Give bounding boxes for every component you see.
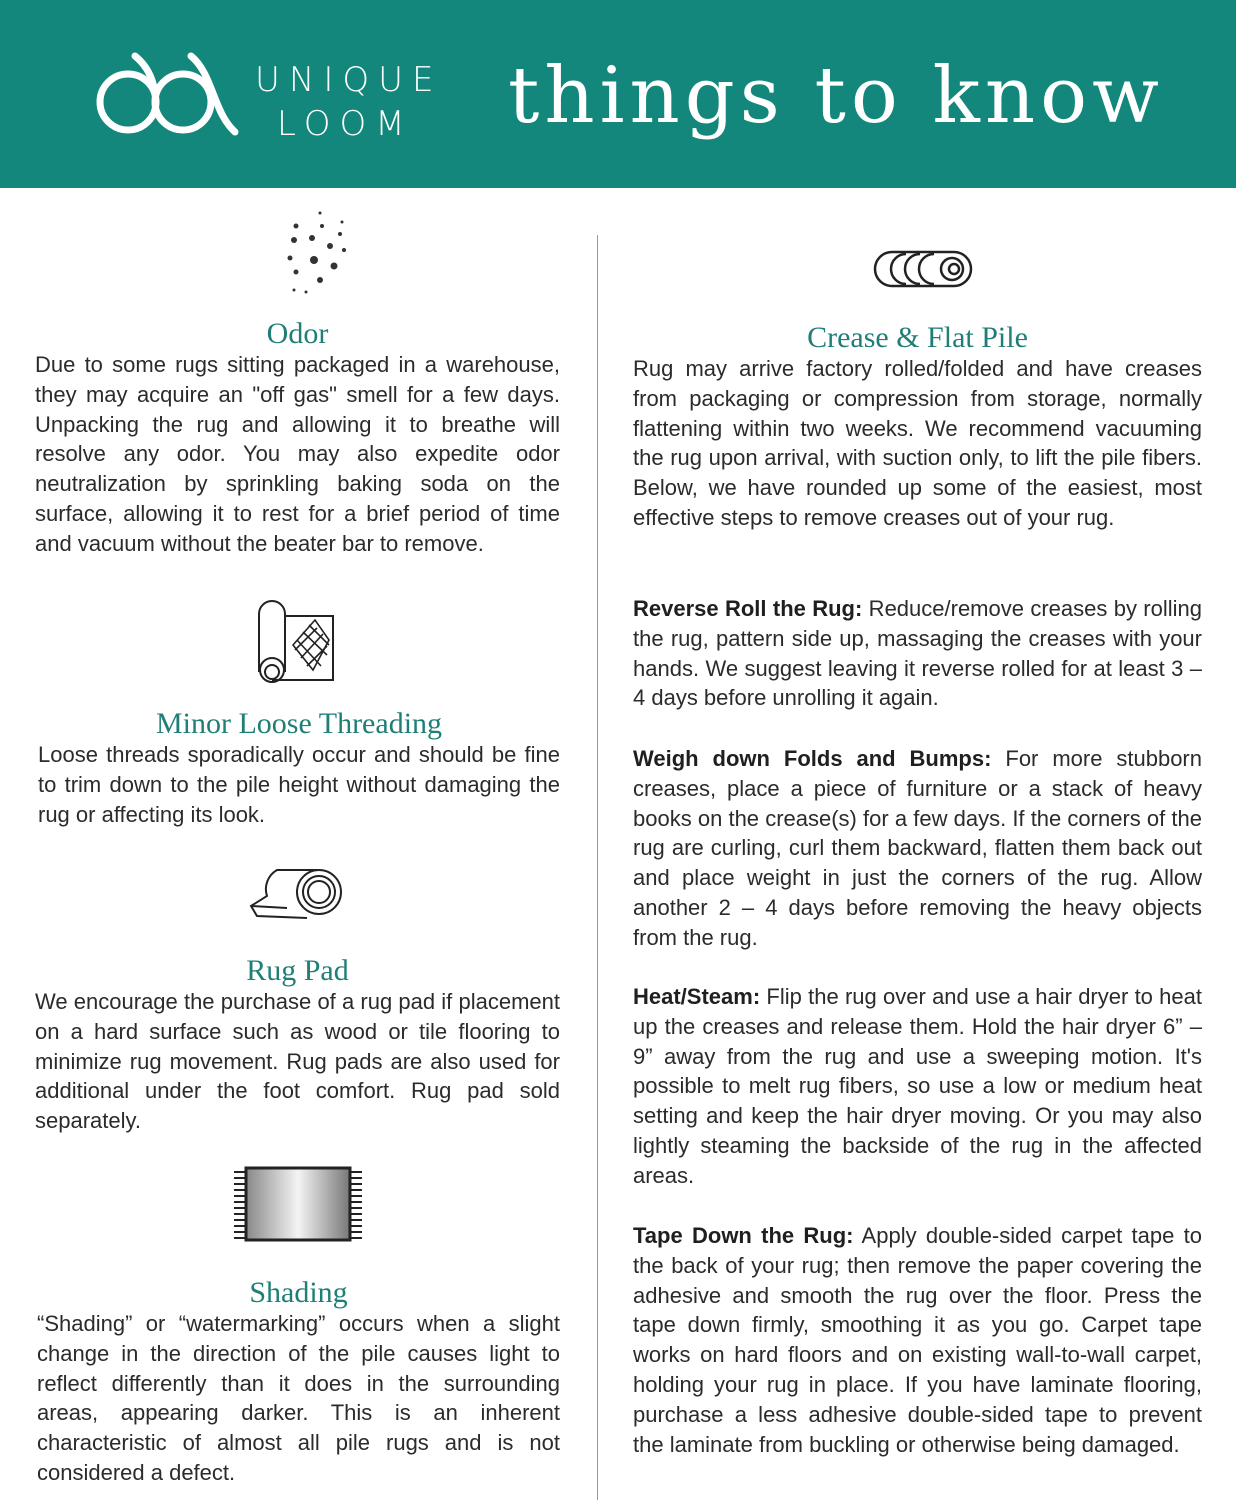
tip-label: Weigh down Folds and Bumps: <box>633 746 992 771</box>
tip-text: Reduce/remove creases by rolling the rug, pattern side up, massaging the creases with your hands. We suggest leaving it reverse rolled for at least 3 – 4 days before unrolling it again. <box>633 596 1202 711</box>
tip-text: Apply double-sided carpet tape to the back of your rug; then remove the paper covering the adhesive and smooth the rug over the floor. Press the tape down firmly, smoothing it as you go. Carpet tape works on hard floors and on existing wall-to-wall carpet, holding your rug in place. If you have laminate flooring, purchase a less adhesive double-sided tape to prevent the laminate from buckling or otherwise being damaged. <box>633 1223 1202 1457</box>
shading-section <box>37 1277 560 1488</box>
crease-body: Rug may arrive factory rolled/folded and have creases from packaging or compression from storage, normally flattening within two weeks. We recommend vacuuming the rug upon arrival, with suction only, to lift the pile fibers. Below, we have rounded up some of the easiest, most effective steps to remove creases out of your rug. <box>633 356 1202 530</box>
odor-section <box>35 318 560 559</box>
shading-heading: Shading <box>249 1276 348 1309</box>
rug-pad-section <box>35 955 560 1136</box>
page-title: things to know <box>508 51 1164 141</box>
tip-label: Heat/Steam: <box>633 984 761 1009</box>
tip-text: For more stubborn creases, place a piece of furniture or a stack of heavy books on the crease(s) for a few days. If the corners of the rug are curling, curl them backward, flatten them back out and place weight in just the corners of the rug. Allow another 2 – 4 days before removing the heavy objects from the rug. <box>633 746 1202 950</box>
brand-line-2: LOOM <box>277 104 414 144</box>
header-banner <box>0 0 1236 188</box>
rug-pad-roll-icon <box>247 864 347 924</box>
tip-label: Reverse Roll the Rug: <box>633 596 863 621</box>
rolled-rug-icon <box>872 248 974 290</box>
odor-body: Due to some rugs sitting packaged in a warehouse, they may acquire an "off gas" smell for a few days. Unpacking the rug and allowing it to breathe will resolve any odor. You may also expedite odor neutralization by sprinkling baking soda on the surface, allowing it to rest for a brief period of time and vacuum without the beater bar to remove. <box>35 352 560 556</box>
rolled-rug-mesh-icon <box>255 600 337 686</box>
rug-pad-body: We encourage the purchase of a rug pad if placement on a hard surface such as wood or tile flooring to minimize rug movement. Rug pads are also used for additional under the foot comfort. Rug pad sold separately. <box>35 989 560 1134</box>
tip-heat-steam <box>633 982 1202 1191</box>
tip-weigh-down <box>633 744 1202 953</box>
crease-heading: Crease & Flat Pile <box>807 321 1028 354</box>
threading-body: Loose threads sporadically occur and should be fine to trim down to the pile height without damaging the rug or affecting its look. <box>38 742 560 827</box>
threading-heading: Minor Loose Threading <box>155 707 443 740</box>
tip-tape-down <box>633 1221 1202 1459</box>
fringed-rug-icon <box>234 1166 362 1242</box>
tip-reverse-roll <box>633 594 1202 713</box>
brand-name <box>255 58 442 146</box>
tip-text: Flip the rug over and use a hair dryer to heat up the creases and release them. Hold the hair dryer 6” – 9” away from the rug and use a sweeping motion. It's possible to melt rug fibers, so use a low or medium heat setting and keep the hair dryer moving. Or you may also lightly steaming the backside of the rug in the affected areas. <box>633 984 1202 1188</box>
dots-odor-icon <box>282 208 352 298</box>
unique-loom-logo-icon <box>95 52 240 138</box>
shading-body: “Shading” or “watermarking” occurs when a slight change in the direction of the pile causes light to reflect differently than it does in the surrounding areas, appearing darker. This is an inherent characteristic of almost all pile rugs and is not considered a defect. <box>37 1311 560 1485</box>
odor-heading: Odor <box>266 317 329 350</box>
brand-line-1: UNIQUE <box>255 60 443 100</box>
crease-section <box>633 322 1202 533</box>
threading-section <box>38 708 560 829</box>
tip-label: Tape Down the Rug: <box>633 1223 854 1248</box>
column-divider <box>597 235 598 1500</box>
rug-pad-heading: Rug Pad <box>246 954 349 987</box>
